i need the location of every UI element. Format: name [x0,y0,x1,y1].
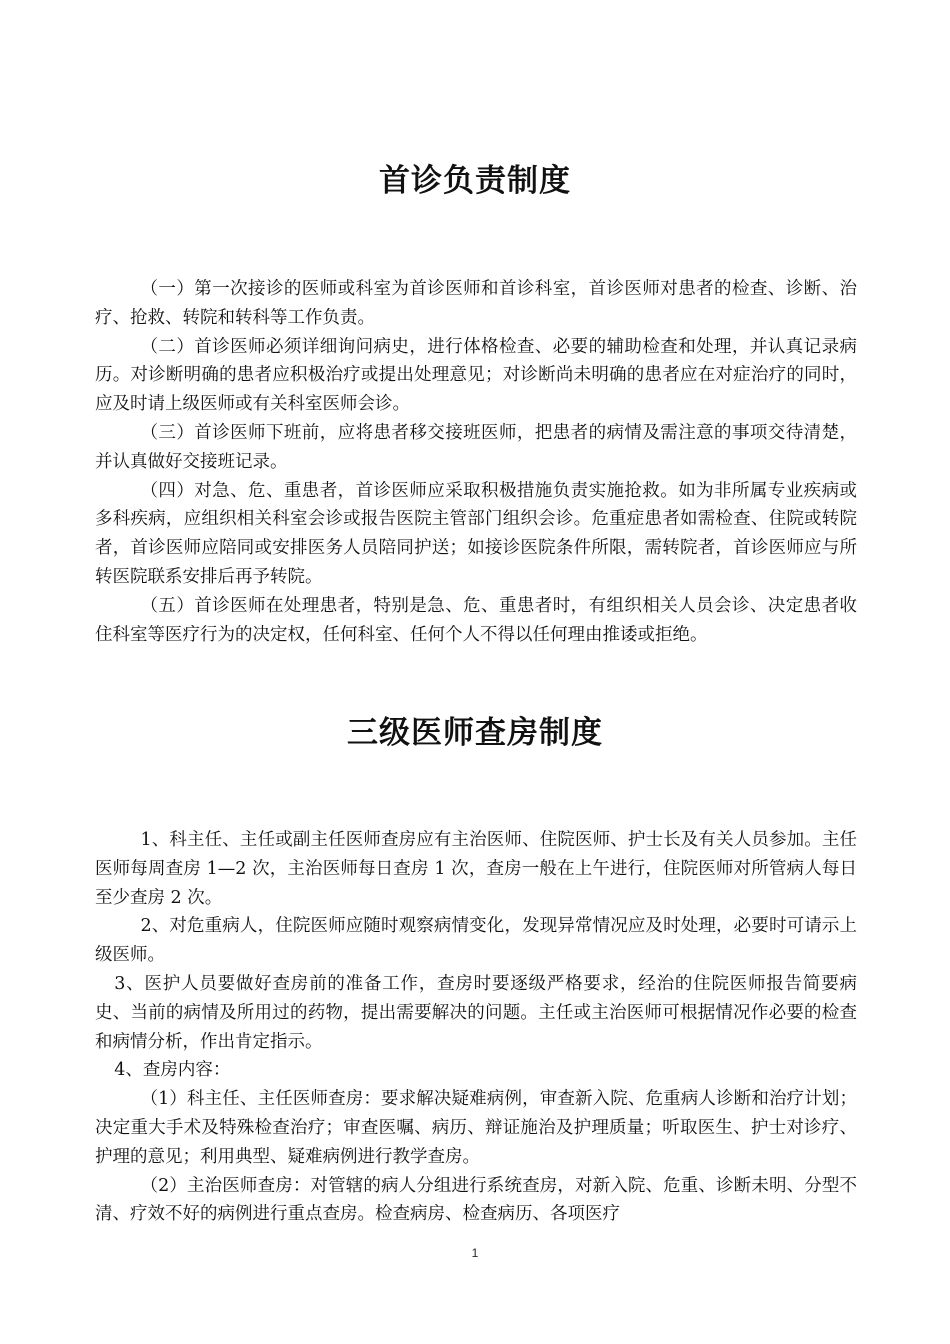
paragraph: （三）首诊医师下班前，应将患者移交接班医师，把患者的病情及需注意的事项交待清楚，并认真做好交接班记录。 [95,422,857,472]
paragraph: 1、科主任、主任或副主任医师查房应有主治医师、住院医师、护士长及有关人员参加。主任医师每周查房 1—2 次，主治医师每日查房 1 次，查房一般在上午进行，住院医师对所管病人每日至少查房 2 次。 [95,830,857,908]
section-first-visit-body [95,275,857,649]
page-number: 1 [471,1246,479,1260]
section-ward-rounds-body [95,826,857,1229]
paragraph: 4、查房内容： [114,1060,231,1081]
paragraph: （1）科主任、主任医师查房：要求解决疑难病例，审查新入院、危重病人诊断和治疗计划；决定重大手术及特殊检查治疗；审查医嘱、病历、辩证施治及护理质量；听取医生、护士对诊疗、护理的意见；利用典型、疑难病例进行教学查房。 [95,1089,857,1167]
section-title-ward-rounds: 三级医师查房制度 [347,715,603,751]
paragraph: 2、对危重病人，住院医师应随时观察病情变化，发现异常情况应及时处理，必要时可请示上级医师。 [95,916,857,966]
paragraph: （二）首诊医师必须详细询问病史，进行体格检查、必要的辅助检查和处理，并认真记录病历。对诊断明确的患者应积极治疗或提出处理意见；对诊断尚未明确的患者应在对症治疗的同时，应及时请上级医师或有关科室医师会诊。 [95,336,857,415]
paragraph: （五）首诊医师在处理患者，特别是急、危、重患者时，有组织相关人员会诊、决定患者收住科室等医疗行为的决定权，任何科室、任何个人不得以任何理由推诿或拒绝。 [95,595,857,645]
paragraph: 3、医护人员要做好查房前的准备工作，查房时要逐级严格要求，经治的住院医师报告简要病史、当前的病情及所用过的药物，提出需要解决的问题。主任或主治医师可根据情况作必要的检查和病情分析，作出肯定指示。 [95,973,857,1052]
paragraph: （四）对急、危、重患者，首诊医师应采取积极措施负责实施抢救。如为非所属专业疾病或多科疾病，应组织相关科室会诊或报告医院主管部门组织会诊。危重症患者如需检查、住院或转院者，首诊医师应陪同或安排医务人员陪同护送；如接诊医院条件所限，需转院者，首诊医师应与所转医院联系安排后再予转院。 [95,480,857,587]
section-title-first-visit: 首诊负责制度 [379,163,571,199]
paragraph: （一）第一次接诊的医师或科室为首诊医师和首诊科室，首诊医师对患者的检查、诊断、治疗、抢救、转院和转科等工作负责。 [95,279,857,328]
paragraph: （2）主治医师查房：对管辖的病人分组进行系统查房，对新入院、危重、诊断未明、分型不清、疗效不好的病例进行重点查房。检查病房、检查病历、各项医疗 [95,1175,857,1225]
